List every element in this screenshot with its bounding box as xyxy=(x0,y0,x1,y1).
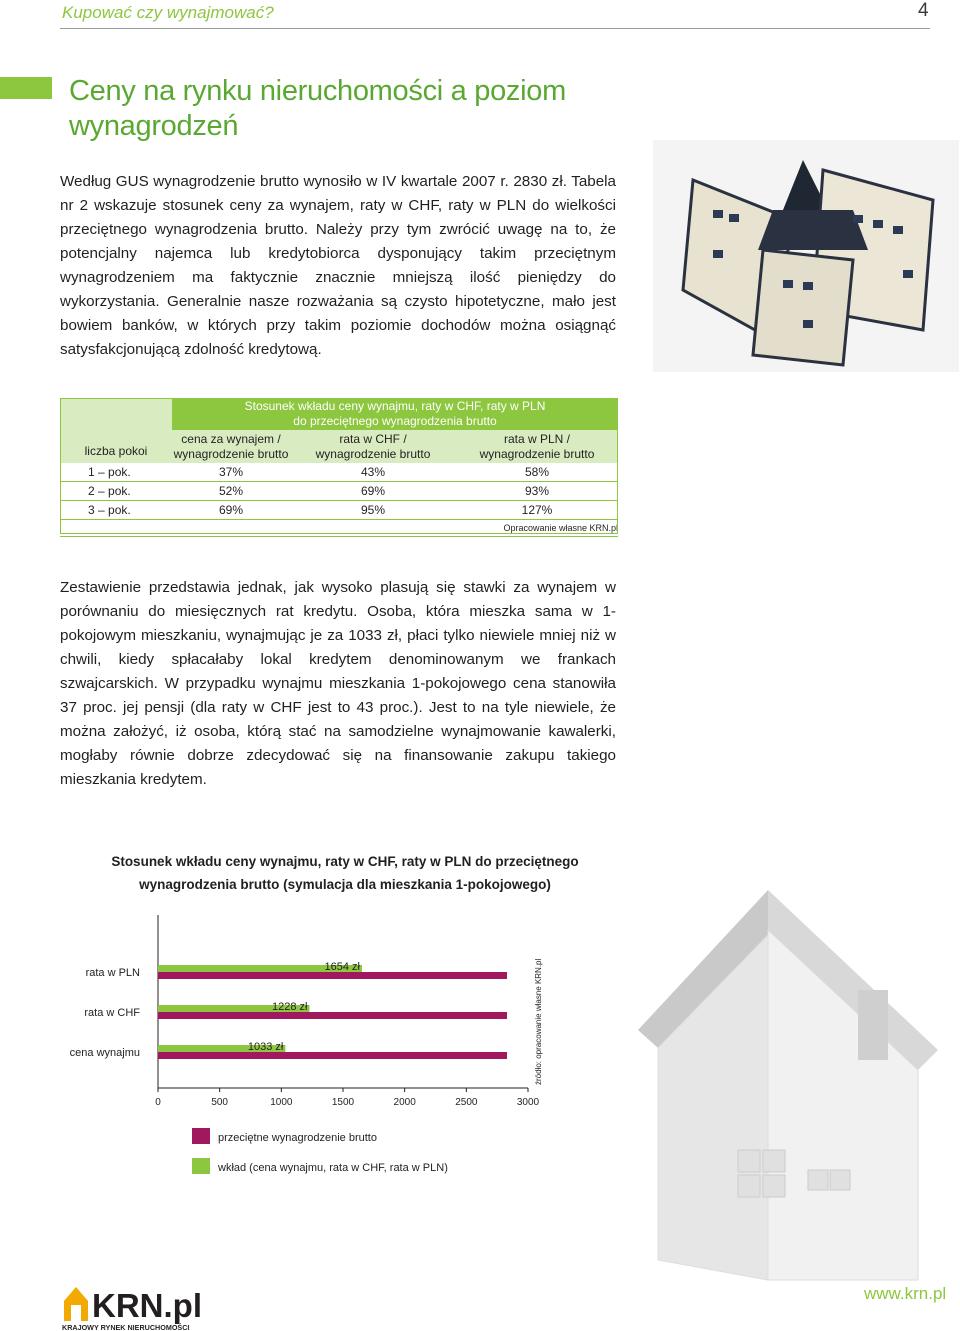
row-header-cell xyxy=(60,398,172,463)
row-header-label: liczba pokoi xyxy=(84,443,148,458)
x-tick-label: 0 xyxy=(155,1097,161,1108)
column-header-line: wynagrodzenie brutto xyxy=(479,446,595,461)
cell-value: 69% xyxy=(172,501,290,520)
chart-title-line2: wynagrodzenia brutto (symulacja dla mieszkania 1-pokojowego) xyxy=(139,877,551,892)
column-header-line: cena za wynajem / xyxy=(181,431,281,446)
row-label: 2 – pok. xyxy=(60,482,172,501)
running-header-title: Kupować czy wynajmować? xyxy=(62,3,274,22)
legend-label: wkład (cena wynajmu, rata w CHF, rata w PLN) xyxy=(218,1162,448,1174)
analysis-paragraph: Zestawienie przedstawia jednak, jak wysoko plasują się stawki za wynajem w porównaniu do miesięcznych rat kredytu. Osoba, która mieszka sama w 1-pokojowym mieszkaniu, wynajmując je za 1033 zł, płaci tylko niewiele mniej niż w chwili, kiedy spłacałaby lokal kredytem denominowanym we frankach szwajcarskich. W przypadku wynajmu mieszkania 1-pokojowego cena stanowiła 37 proc. jej pensji (dla raty w CHF jest to 43 proc.). Jest to na tyle niewiele, że można założyć, iż osoba, którą stać na samodzielne wynajmowanie kawalerki, mogłaby równie dobrze zdecydować się na finansowanie zakupu takiego mieszkania kredytem. xyxy=(60,579,616,788)
table-row xyxy=(60,463,618,482)
column-header-chf xyxy=(290,430,456,463)
x-tick-label: 1500 xyxy=(331,1097,355,1108)
chart-source-note: źródło: opracowanie własne KRN.pl xyxy=(534,958,543,1085)
cell-value: 95% xyxy=(290,501,456,520)
table-row xyxy=(60,501,618,520)
cell-value: 93% xyxy=(456,482,618,501)
bar-label-salary: 2830 zł xyxy=(465,1001,502,1013)
website-link[interactable]: www.krn.pl xyxy=(864,1284,947,1303)
bar-salary xyxy=(158,1052,507,1059)
x-tick-label: 500 xyxy=(211,1097,229,1108)
table-caption xyxy=(172,398,618,430)
cell-value: 69% xyxy=(290,482,456,501)
table-caption-line1: Stosunek wkładu ceny wynajmu, raty w CHF, raty w PLN xyxy=(244,399,546,413)
bar-label-salary: 2830 zł xyxy=(465,1041,502,1053)
x-tick-label: 3000 xyxy=(516,1097,540,1108)
krn-logo xyxy=(60,1283,230,1331)
category-label: rata w CHF xyxy=(84,1007,140,1019)
column-header-line: wynagrodzenie brutto xyxy=(173,446,289,461)
cell-value: 37% xyxy=(172,463,290,482)
house-illustration xyxy=(618,880,948,1290)
legend-label: przeciętne wynagrodzenie brutto xyxy=(218,1132,377,1144)
bar-salary xyxy=(158,1012,507,1019)
section-title: Ceny na rynku nieruchomości a poziom wynagrodzeń xyxy=(69,75,566,142)
column-header-line: rata w CHF / xyxy=(339,431,407,446)
x-tick-label: 1000 xyxy=(270,1097,293,1108)
bar-label-contribution: 1033 zł xyxy=(247,1041,284,1053)
legend-swatch xyxy=(192,1128,210,1144)
ratio-table xyxy=(60,398,618,537)
intro-paragraph: Według GUS wynagrodzenie brutto wynosiło w IV kwartale 2007 r. 2830 zł. Tabela nr 2 wskazuje stosunek ceny za wynajem, raty w CHF, raty w PLN do wielkości przeciętnego wynagrodzenia brutto. Należy przy tym zwrócić uwagę na to, że potencjalny najemca lub kredytobiorca dysponujący takim przeciętnym wynagrodzeniem ma faktycznie znacznie mniejszą ilość pieniędzy do wykorzystania. Generalnie nasze rozważania są czysto hipotetyczne, mało jest bowiem banków, w których przy takim poziomie dochodów można osiągnąć satysfakcjonującą zdolność kredytową. xyxy=(60,173,616,358)
header-divider xyxy=(60,28,930,29)
table-caption-line2: do przeciętnego wynagrodzenia brutto xyxy=(293,414,497,428)
chart-title xyxy=(60,850,630,896)
column-header-rent xyxy=(172,430,290,463)
chart-title-line1: Stosunek wkładu ceny wynajmu, raty w CHF, raty w PLN do przeciętnego xyxy=(111,854,579,869)
x-tick-label: 2000 xyxy=(393,1097,416,1108)
houses-photo xyxy=(653,140,959,372)
bar-label-salary: 2830 zł xyxy=(465,961,502,973)
column-header-pln xyxy=(456,430,618,463)
legend-swatch xyxy=(192,1158,210,1174)
cell-value: 52% xyxy=(172,482,290,501)
page-number: 4 xyxy=(918,0,929,21)
bar-salary xyxy=(158,972,507,979)
cell-value: 43% xyxy=(290,463,456,482)
table-row xyxy=(60,482,618,501)
bar-label-contribution: 1228 zł xyxy=(271,1001,308,1013)
chart xyxy=(0,900,560,1200)
bar-label-contribution: 1654 zł xyxy=(324,961,360,973)
table-source: Opracowanie własne KRN.pl xyxy=(503,523,618,533)
column-header-line: wynagrodzenie brutto xyxy=(315,446,431,461)
logo-subtitle: KRAJOWY RYNEK NIERUCHOMOŚCI xyxy=(62,1323,190,1331)
category-label: cena wynajmu xyxy=(69,1047,140,1059)
section-marker xyxy=(0,77,52,99)
logo-text: KRN.pl xyxy=(92,1287,202,1324)
row-label: 1 – pok. xyxy=(60,463,172,482)
column-header-line: rata w PLN / xyxy=(503,431,571,446)
row-label: 3 – pok. xyxy=(60,501,172,520)
x-tick-label: 2500 xyxy=(455,1097,478,1108)
category-label: rata w PLN xyxy=(85,967,140,979)
cell-value: 127% xyxy=(456,501,618,520)
cell-value: 58% xyxy=(456,463,618,482)
